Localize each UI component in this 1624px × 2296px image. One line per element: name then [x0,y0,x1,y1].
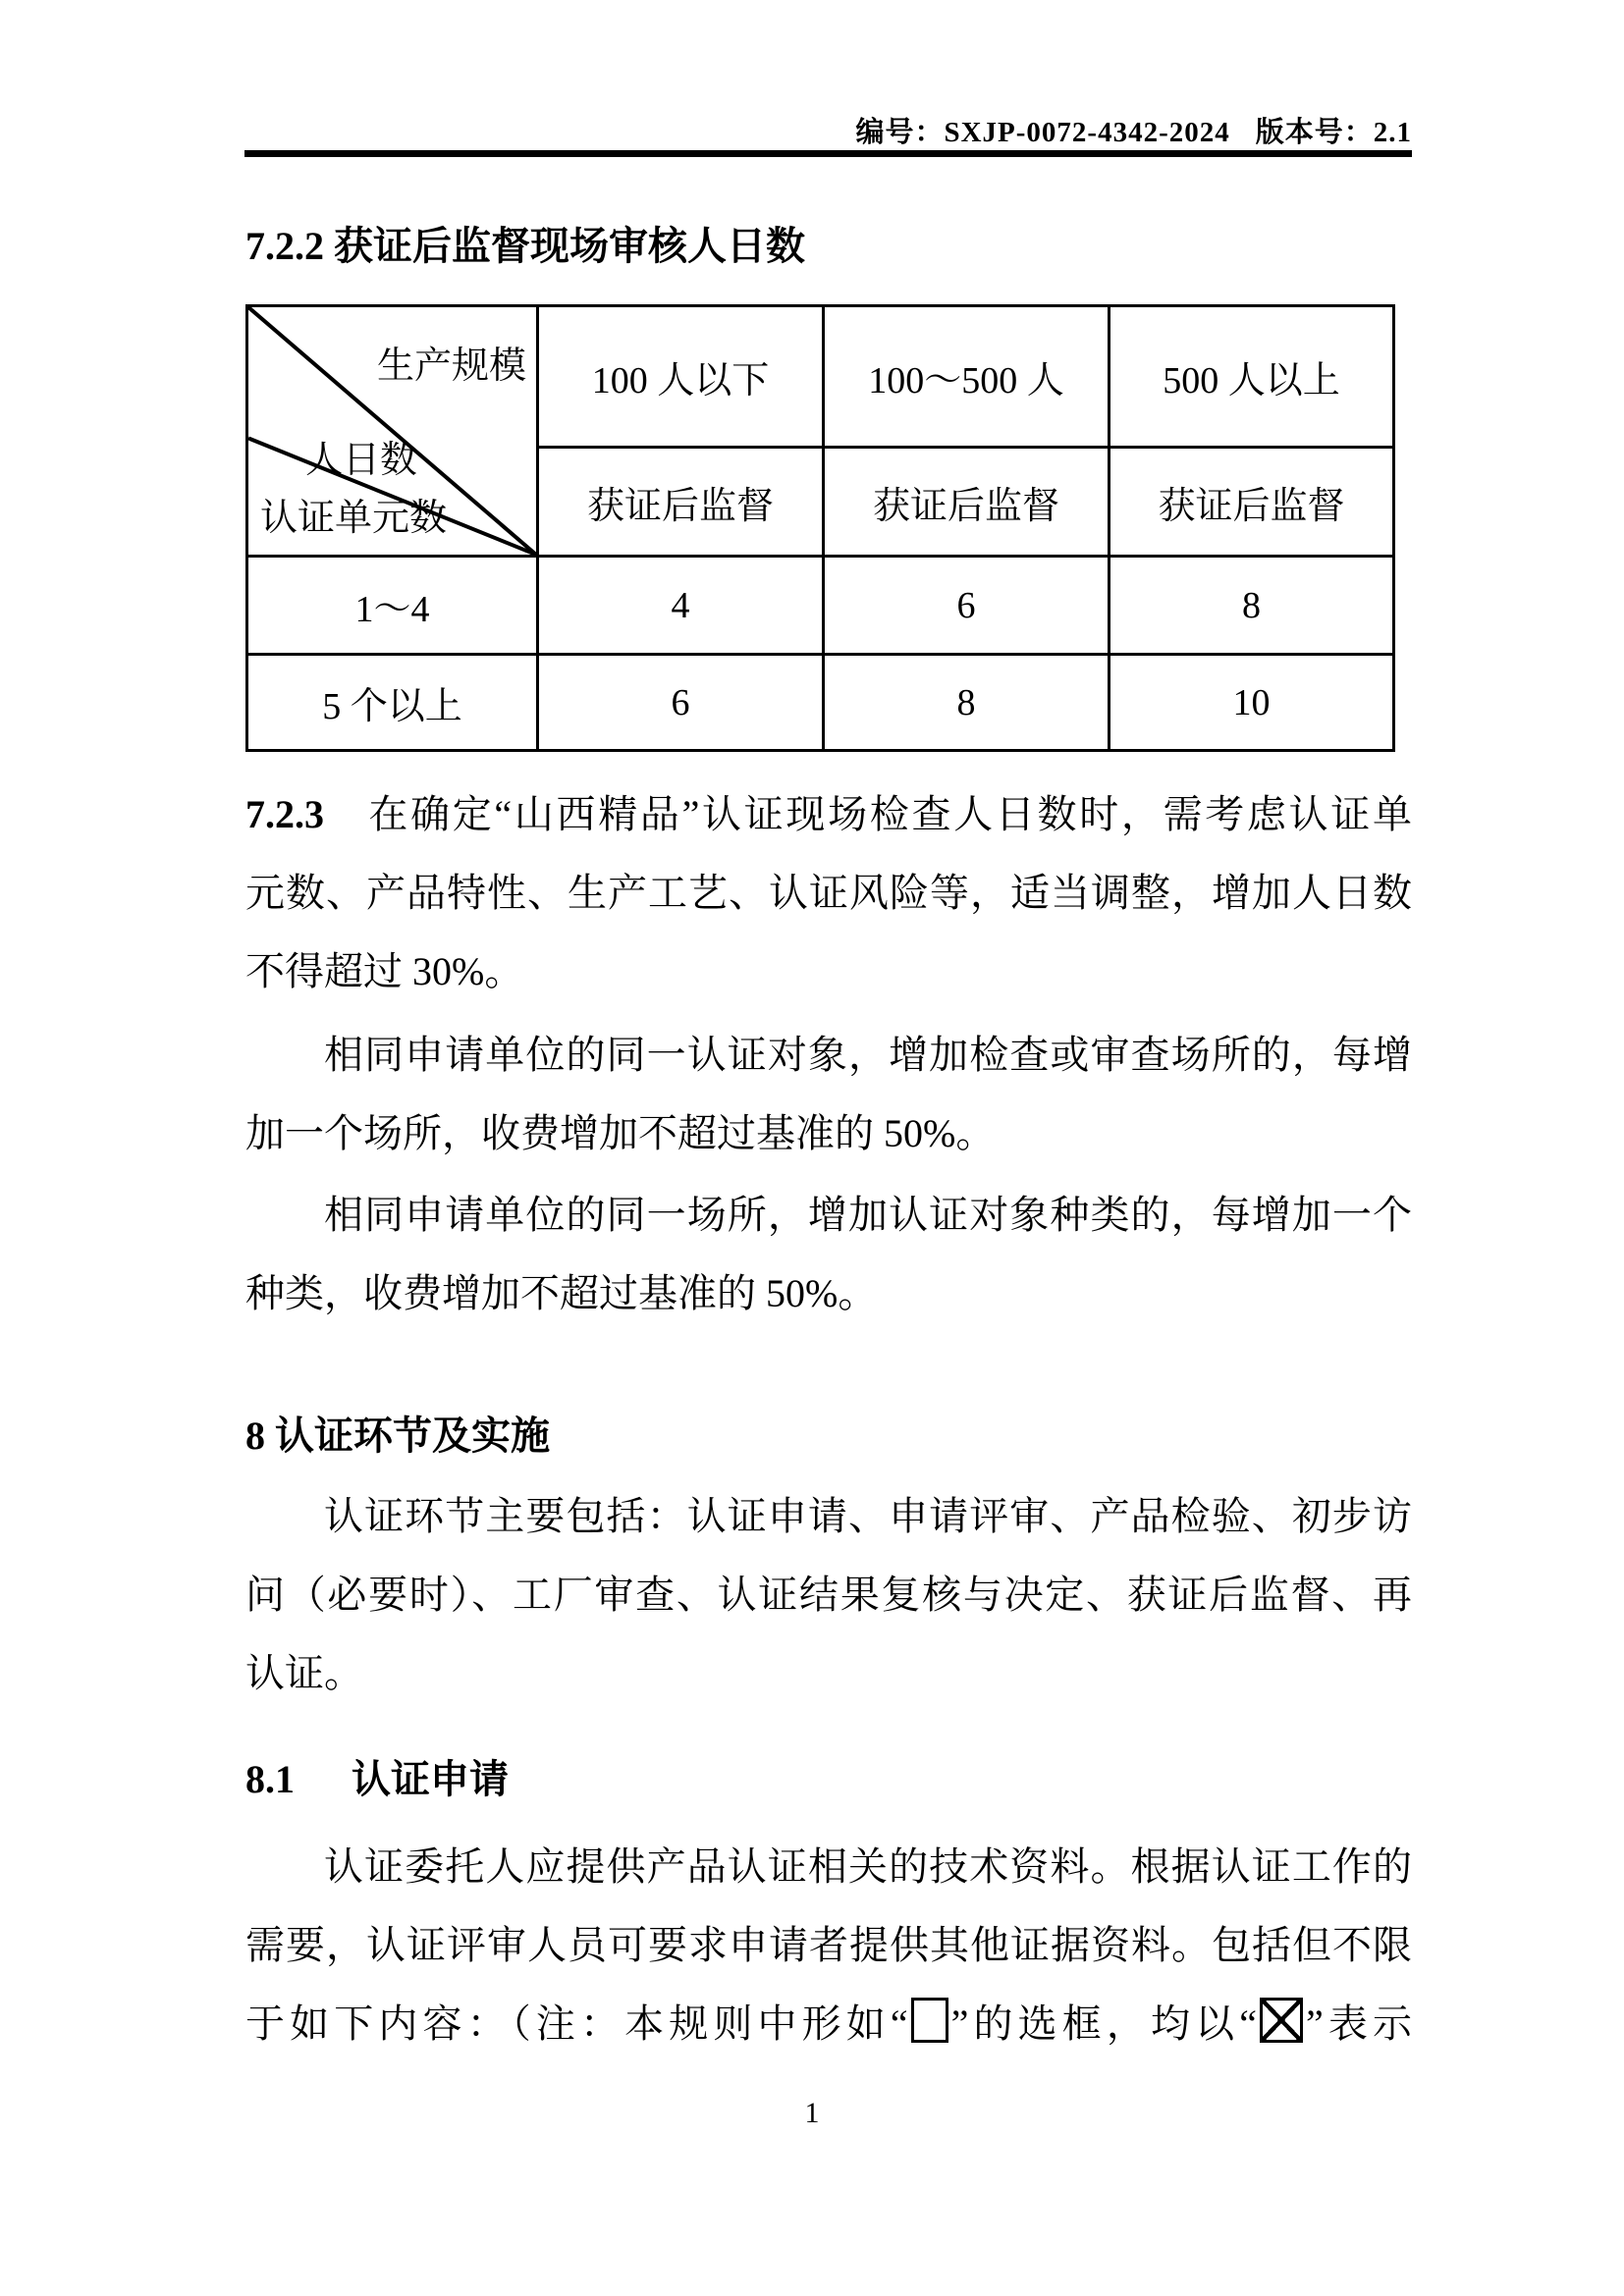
paragraph-certification-application [245,1828,1412,2063]
paragraph-line: 不得超过 30%。 [245,949,524,993]
paragraph-line: 相同申请单位的同一认证对象，增加检查或审查场所的，每增 [324,1033,1412,1077]
corner-label-man-days: 人日数 [305,440,418,481]
paragraph-text: ”表示 [1305,2002,1412,2046]
paragraph-text: 于如下内容：（注：本规则中形如“ [245,2002,908,2046]
paragraph-line: 元数、产品特性、生产工艺、认证风险等，适当调整，增加人日数 [245,871,1412,915]
corner-label-cert-units: 认证单元数 [260,498,448,539]
col-header-100-500: 100～500 人 [824,306,1110,448]
paragraph-line: 问（必要时）、工厂审查、认证结果复核与决定、获证后监督、再 [245,1573,1412,1617]
paragraph-line: 认证环节主要包括：认证申请、申请评审、产品检验、初步访 [324,1494,1412,1538]
paragraph-line: 加一个场所，收费增加不超过基准的 50%。 [245,1111,996,1155]
heading-8-1 [245,1737,1412,1821]
cell-5-plus-under-100: 6 [538,655,824,751]
sub-header-post-cert-3: 获证后监督 [1110,448,1394,557]
col-header-over-500: 500 人以上 [1110,306,1394,448]
sub-header-post-cert-2: 获证后监督 [824,448,1110,557]
paragraph-line [245,775,1412,854]
paragraph-7-2-3 [245,775,1412,1011]
row-label-1-4: 1～4 [247,557,538,655]
page-number: 1 [804,2097,820,2129]
paragraph-line: 种类，收费增加不超过基准的 50%。 [245,1271,878,1315]
col-header-under-100: 100 人以下 [538,306,824,448]
paragraph-additional-kinds [245,1176,1412,1333]
paragraph-additional-sites [245,1016,1412,1173]
corner-label-production-scale: 生产规模 [376,346,526,387]
doc-version: 版本号：2.1 [1255,117,1412,148]
paragraph-line: 认证。 [245,1651,363,1695]
table-row-column-headers [247,306,1394,448]
cell-1-4-over-500: 8 [1110,557,1394,655]
audit-man-days-table [245,304,1395,752]
paragraph-line [245,1985,1412,2063]
paragraph-line: 相同申请单位的同一场所，增加认证对象种类的，每增加一个 [324,1193,1412,1237]
page-header-meta [245,110,1412,150]
clause-number-7-2-3: 7.2.3 [245,792,324,836]
cell-5-plus-100-500: 8 [824,655,1110,751]
header-rule [244,150,1412,157]
heading-8: 8 认证环节及实施 [245,1414,550,1458]
cell-1-4-100-500: 6 [824,557,1110,655]
paragraph-line: 需要，认证评审人员可要求申请者提供其他证据资料。包括但不限 [245,1923,1412,1967]
sub-header-post-cert-1: 获证后监督 [538,448,824,557]
heading-7-2-2: 7.2.2 获证后监督现场审核人日数 [245,224,805,268]
diagonal-corner-cell [247,306,538,557]
heading-number: 8.1 [245,1757,295,1801]
row-label-5-plus: 5 个以上 [247,655,538,751]
checkbox-empty-icon [911,1998,948,2043]
cell-5-plus-over-500: 10 [1110,655,1394,751]
cell-1-4-under-100: 4 [538,557,824,655]
paragraph-line: 认证委托人应提供产品认证相关的技术资料。根据认证工作的 [324,1844,1412,1889]
checkbox-checked-icon [1260,1998,1303,2043]
table-row-1-4-units [247,557,1394,655]
doc-number: 编号：SXJP-0072-4342-2024 [855,117,1230,148]
table-row-5-plus-units [247,655,1394,751]
paragraph-text: 在确定“山西精品”认证现场检查人日数时，需考虑认证单 [324,792,1412,836]
paragraph-certification-links [245,1477,1412,1713]
paragraph-text: ”的选框，均以“ [950,2002,1257,2046]
heading-title: 认证申请 [352,1757,509,1801]
